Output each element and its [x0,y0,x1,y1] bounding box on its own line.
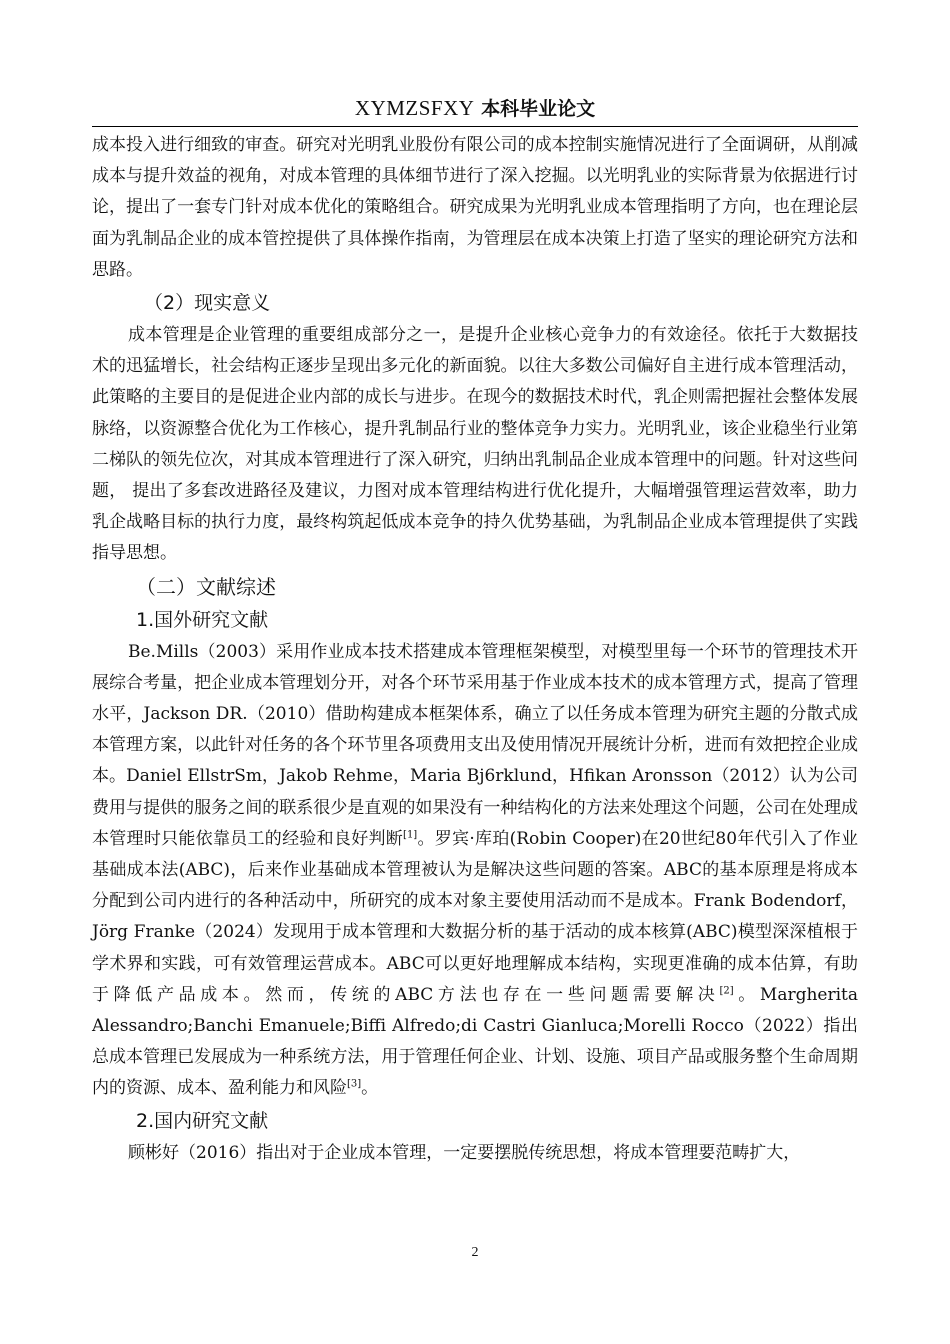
header-title: XYMZSFXY [354,96,475,120]
text-segment: Be.Mills（2003）采用作业成本技术搭建成本管理框架模型，对模型里每一个环节的管理技术开展综合考量，把企业成本管理划分开，对各个环节采用基于作业成本技术的成本管理方式，提高了管理水平，Jackson DR.（2010）借助构建成本框架体系，确立了以任务成本管理为研究主题的分散式成本管理方案，以此针对任务的各个环节里各项费用支出及使用情况开展统计分析，进而有效把控企业成本。Daniel EllstrSm，Jakob Rehme，Maria Bj6rklund，Hfikan Aronsson（2012）认为公司费用与提供的服务之间的联系很少是直观的如果没有一种结构化的方法来处理这个问题，公司在处理成本管理时只能依靠员工的经验和良好判断 [92,641,858,849]
citation-ref: [3] [347,1078,362,1090]
heading-foreign-literature: 1.国外研究文献 [136,608,269,631]
text-segment: 。罗宾·库珀(Robin Cooper)在20世纪80年代引入了作业基础成本法(ABC)，后来作业基础成本管理被认为是解决这些问题的答案。ABC的基本原理是将成本分配到公司内进行的各种活动中，所研究的成本对象主要使用活动而不是成本。Frank Bodendorf，Jörg Franke（2024）发现用于成本管理和大数据分析的基于活动的成本核算(ABC)模型深深植根于学术界和实践，可有效管理运营成本。ABC可以更好地理解成本结构，实现更准确的成本估算，有助于降低产品成本。然而，传统的ABC方法也存在一些问题需要解决 [92,828,859,1005]
paragraph-continued: 成本投入进行细致的审查。研究对光明乳业股份有限公司的成本控制实施情况进行了全面调研，从削减成本与提升效益的视角，对成本管理的具体细节进行了深入挖掘。以光明乳业的实际背景为依据进行讨论，提出了一套专门针对成本优化的策略组合。研究成果为光明乳业成本管理指明了方向，也在理论层面为乳制品企业的成本管控提供了具体操作指南，为管理层在成本决策上打造了坚实的理论研究方法和思路。 [92,135,858,280]
paragraph-foreign-literature [92,637,858,1105]
citation-ref: [1] [403,829,418,841]
heading-domestic-literature: 2.国内研究文献 [136,1109,269,1132]
citation-ref: [2] [719,985,734,997]
page-number: 2 [471,1245,479,1260]
header-subtitle: 本科毕业论文 [474,98,596,120]
paragraph-practical: 成本管理是企业管理的重要组成部分之一，是提升企业核心竞争力的有效途径。依托于大数据技术的迅猛增长，社会结构正逐步呈现出多元化的新面貌。以往大多数公司偏好自主进行成本管理活动，此策略的主要目的是促进企业内部的成长与进步。在现今的数据技术时代，乳企则需把握社会整体发展脉络，以资源整合优化为工作核心，提升乳制品行业的整体竞争力实力。光明乳业，该企业稳坐行业第二梯队的领先位次，对其成本管理进行了深入研究，归纳出乳制品企业成本管理中的问题。针对这些问题， 提出了多套改进路径及建议，力图对成本管理结构进行优化提升，大幅增强管理运营效率，助力乳企战略目标的执行力度，最终构筑起低成本竞争的持久优势基础，为乳制品企业成本管理提供了实践指导思想。 [92,325,858,564]
page-body [92,130,858,1169]
text-segment: 。 [361,1078,379,1099]
text-segment: 。Margherita Alessandro;Banchi Emanuele;Biffi Alfredo;di Castri Gianluca;Morelli Rocco（2022）指出总成本管理已发展成为一种系统方法，用于管理任何企业、计划、设施、项目产品或服务整个生命周期内的资源、成本、盈利能力和风险 [92,984,859,1099]
paragraph-domestic-literature: 顾彬好（2016）指出对于企业成本管理，一定要摆脱传统思想，将成本管理要范畴扩大， [128,1142,801,1163]
heading-practical-significance: （2）现实意义 [144,292,271,315]
page-header [92,90,858,127]
heading-literature-review: （二）文献综述 [136,574,276,599]
